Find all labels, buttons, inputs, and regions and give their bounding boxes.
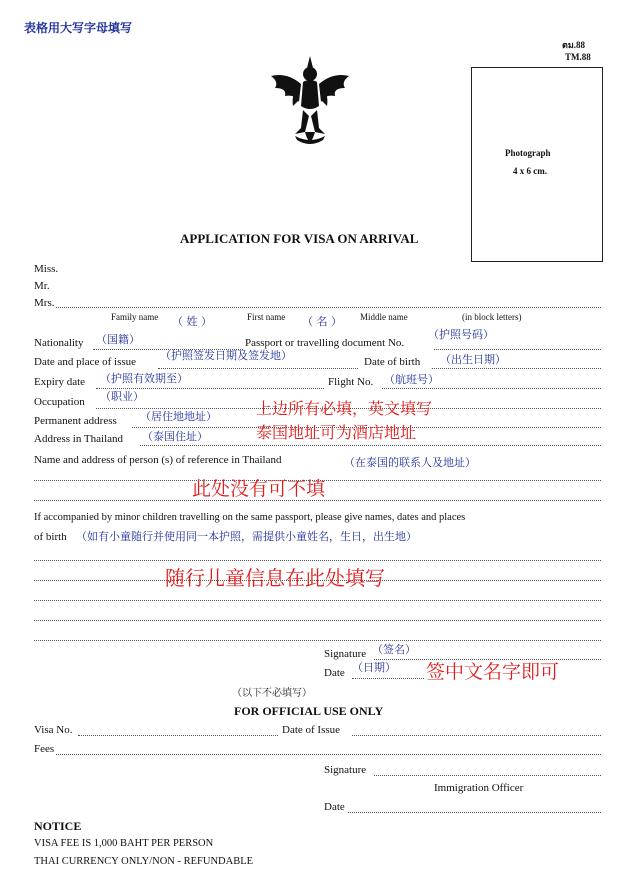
fill-instruction: 表格用大写字母填写 — [24, 21, 133, 35]
flight-no-label: Flight No. — [328, 376, 374, 388]
minor-line-3[interactable] — [34, 600, 601, 601]
permanent-address-cn: （居住地地址） — [140, 410, 217, 423]
minor-children-cn: （如有小童随行并使用同一本护照，需提供小童姓名，生日，出生地） — [76, 530, 417, 543]
middle-name-label: Middle name — [360, 312, 408, 322]
passport-line[interactable] — [434, 349, 601, 350]
annotation-children: 随行儿童信息在此处填写 — [165, 566, 385, 590]
photograph-size: 4 x 6 cm. — [513, 166, 547, 176]
applicant-date-label: Date — [324, 667, 345, 679]
nationality-label: Nationality — [34, 337, 84, 349]
salutation-mr: Mr. — [34, 280, 50, 292]
date-place-issue-line[interactable] — [158, 368, 358, 369]
first-name-cn: （ 名 ） — [302, 315, 342, 328]
form-title: APPLICATION FOR VISA ON ARRIVAL — [180, 231, 419, 246]
official-use-heading: FOR OFFICIAL USE ONLY — [234, 704, 384, 718]
minor-line-4[interactable] — [34, 620, 601, 621]
minor-line-5[interactable] — [34, 640, 601, 641]
applicant-date-cn: （日期） — [352, 661, 396, 674]
reference-person-cn: （在泰国的联系人及地址） — [344, 456, 476, 469]
minor-children-label-line1: If accompanied by minor children travelling on the same passport, please give names, dates and places — [34, 512, 466, 523]
date-of-birth-cn: （出生日期） — [440, 353, 506, 366]
photograph-box[interactable] — [471, 67, 603, 262]
family-name-label: Family name — [111, 312, 159, 322]
thailand-address-label: Address in Thailand — [34, 433, 124, 445]
annotation-hotel-address: 泰国地址可为酒店地址 — [256, 423, 417, 442]
not-required-note: （以下不必填写） — [232, 688, 312, 699]
garuda-emblem — [265, 54, 355, 154]
date-place-issue-cn: （护照签发日期及签发地） — [160, 349, 292, 362]
applicant-date-line[interactable] — [352, 678, 424, 679]
applicant-signature-label: Signature — [324, 648, 367, 660]
family-name-cn: （ 姓 ） — [172, 315, 212, 328]
form-code: TM.88 — [565, 52, 591, 62]
fees-label: Fees — [34, 743, 55, 755]
thailand-address-line[interactable] — [140, 445, 601, 446]
visa-no-label: Visa No. — [34, 724, 73, 736]
photograph-label: Photograph — [505, 148, 551, 158]
permanent-address-label: Permanent address — [34, 415, 117, 427]
date-of-issue-label: Date of Issue — [282, 724, 341, 736]
salutation-mrs: Mrs. — [34, 297, 55, 309]
date-place-issue-label: Date and place of issue — [34, 356, 137, 368]
minor-children-label-line2: of birth — [34, 531, 67, 543]
expiry-date-cn: （护照有效期至） — [100, 372, 188, 385]
fees-line[interactable] — [56, 754, 601, 755]
flight-no-cn: （航班号） — [384, 373, 439, 386]
official-signature-label: Signature — [324, 764, 367, 776]
reference-person-label: Name and address of person (s) of reference in Thailand — [34, 454, 282, 466]
expiry-date-label: Expiry date — [34, 376, 86, 388]
name-line[interactable] — [56, 307, 601, 308]
annotation-required: 上边所有必填，英文填写 — [256, 399, 433, 418]
visa-no-line[interactable] — [78, 735, 278, 736]
official-signature-line[interactable] — [374, 775, 601, 776]
notice-currency: THAI CURRENCY ONLY/NON - REFUNDABLE — [34, 856, 254, 867]
official-date-label: Date — [324, 801, 345, 813]
nationality-cn: （国籍） — [96, 333, 140, 346]
immigration-officer-label: Immigration Officer — [434, 782, 524, 794]
occupation-label: Occupation — [34, 396, 85, 408]
notice-heading: NOTICE — [34, 819, 82, 833]
notice-visa-fee: VISA FEE IS 1,000 BAHT PER PERSON — [34, 838, 214, 849]
minor-line-1[interactable] — [34, 560, 601, 561]
date-of-birth-line[interactable] — [432, 368, 601, 369]
passport-label: Passport or travelling document No. — [245, 337, 405, 349]
occupation-cn: （职业） — [100, 390, 144, 403]
official-date-line[interactable] — [348, 812, 601, 813]
applicant-signature-cn: （签名） — [372, 643, 416, 656]
flight-no-line[interactable] — [382, 388, 601, 389]
salutation-miss: Miss. — [34, 263, 59, 275]
annotation-sign-chinese: 签中文名字即可 — [426, 661, 560, 683]
block-letters-note: (in block letters) — [462, 312, 522, 322]
date-of-issue-line[interactable] — [352, 735, 601, 736]
annotation-optional: 此处没有可不填 — [192, 478, 326, 500]
first-name-label: First name — [247, 312, 286, 322]
passport-cn: （护照号码） — [428, 328, 494, 341]
thailand-address-cn: （泰国住址） — [142, 430, 208, 443]
date-of-birth-label: Date of birth — [364, 356, 421, 368]
form-code-thai: ตม.88 — [562, 40, 586, 50]
